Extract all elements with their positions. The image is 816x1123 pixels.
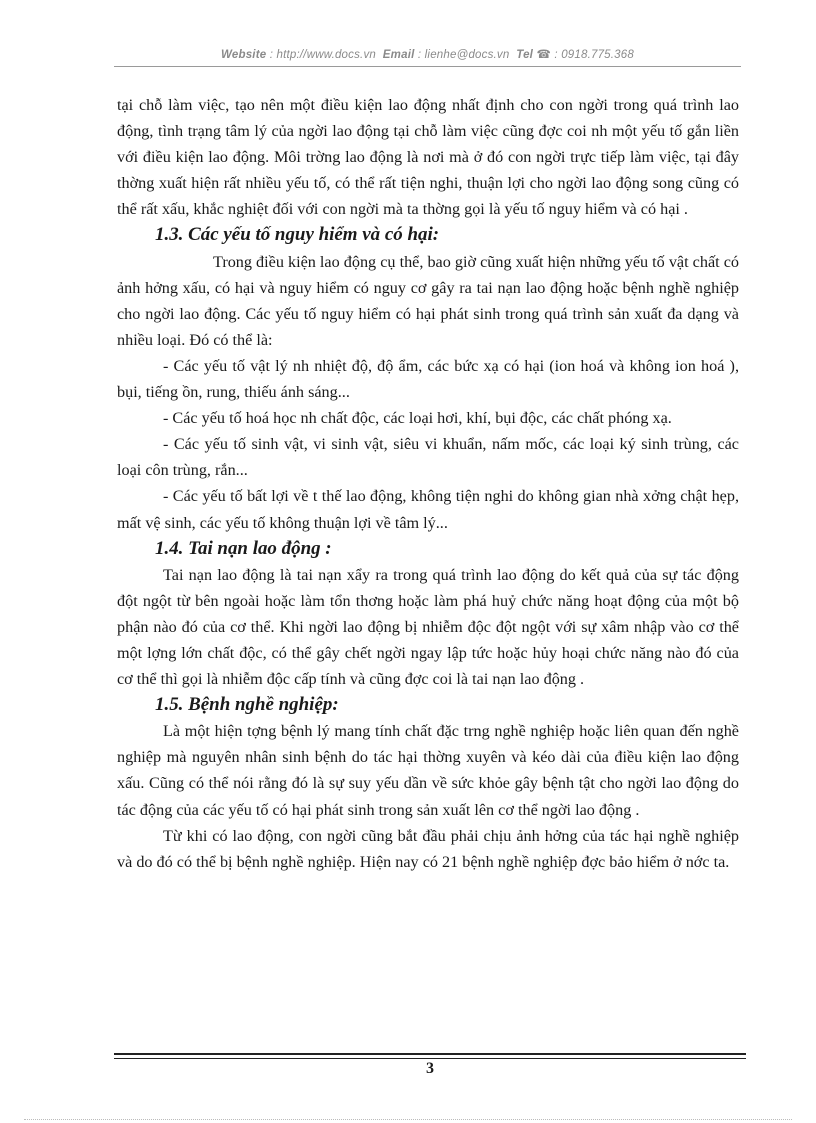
list-item: - Các yếu tố hoá học nh chất độc, các loại hơi, khí, bụi độc, các chất phóng xạ. — [163, 409, 672, 428]
page-bottom-border — [24, 1119, 792, 1120]
section-1-5-paragraph-2: Từ khi có lao động, con ngời cũng bắt đầu phải chịu ảnh hởng của tác hại nghề nghiệp và do đó có thể bị bệnh nghề nghiệp. Hiện nay có 21 bệnh nghề nghiệp đợc bảo hiểm ở nớc ta. — [117, 826, 739, 871]
list-item: - Các yếu tố sinh vật, vi sinh vật, siêu vi khuẩn, nấm mốc, các loại ký sinh trùng, các loại côn trùng, rắn... — [117, 435, 739, 480]
email-label: Email — [382, 49, 415, 61]
website-link[interactable]: : http://www.docs.vn — [269, 49, 376, 61]
page-header — [114, 47, 741, 61]
section-heading-1-4: 1.4. Tai nạn lao động : — [155, 537, 332, 559]
phone-icon: ☎ — [536, 49, 552, 61]
document-body — [117, 92, 739, 875]
footer-divider-thin — [114, 1058, 746, 1059]
website-label: Website — [221, 49, 267, 61]
section-heading-1-5: 1.5. Bệnh nghề nghiệp: — [155, 694, 339, 716]
email-link[interactable]: : lienhe@docs.vn — [417, 49, 510, 61]
page-number: 3 — [426, 1060, 434, 1077]
list-item: - Các yếu tố vật lý nh nhiệt độ, độ ẩm, các bức xạ có hại (ion hoá và không ion hoá ), bụi, tiếng ồn, rung, thiếu ánh sáng... — [117, 356, 739, 402]
tel-label: Tel — [516, 49, 534, 61]
footer-divider-thick — [114, 1053, 746, 1055]
section-1-5-paragraph-1: Là một hiện tợng bệnh lý mang tính chất đặc trng nghề nghiệp hoặc liên quan đến nghề nghiệp mà nguyên nhân sinh bệnh do tác hại thờng xuyên và kéo dài của điều kiện lao động xấu. Cũng có thể nói rằng đó là sự suy yếu dần về sức khỏe gây bệnh tật cho ngời lao động do tác động của các yếu tố có hại phát sinh trong sản xuất lên cơ thể ngời lao động . — [117, 722, 739, 819]
intro-paragraph: tại chỗ làm việc, tạo nên một điều kiện lao động nhất định cho con ngời trong quá trình lao động, tình trạng tâm lý của ngời lao động tại chỗ làm việc cũng đợc coi nh một yếu tố gắn liền với điều kiện lao động. Môi trờng lao động là nơi mà ở đó con ngời trực tiếp làm việc, tại đây thờng xuất hiện rất nhiều yếu tố, có thể rất tiện nghi, thuận lợi cho ngời lao động song cũng có thể rất xấu, khắc nghiệt đối với con ngời mà ta thờng gọi là yếu tố nguy hiểm và có hại . — [117, 96, 739, 219]
section-1-3-paragraph: Trong điều kiện lao động cụ thể, bao giờ cũng xuất hiện những yếu tố vật chất có ảnh hởng xấu, có hại và nguy hiểm có nguy cơ gây ra tai nạn lao động hoặc bệnh nghề nghiệp cho ngời lao động. Các yếu tố nguy hiểm có hại phát sinh trong quá trình sản xuất đa dạng và nhiều loại. Đó có thể là: — [117, 252, 739, 349]
list-item: - Các yếu tố bất lợi về t thế lao động, không tiện nghi do không gian nhà xởng chật hẹp, mất vệ sinh, các yếu tố không thuận lợi về tâm lý... — [117, 487, 739, 532]
section-heading-1-3: 1.3. Các yếu tố nguy hiểm và có hại: — [155, 224, 440, 246]
section-1-4-paragraph: Tai nạn lao động là tai nạn xẩy ra trong quá trình lao động do kết quả của sự tác động đột ngột từ bên ngoài hoặc làm tổn thơng hoặc làm phá huỷ chức năng hoạt động của một bộ phận nào đó của cơ thể. Khi ngời lao động bị nhiễm độc đột ngột với sự xâm nhập vào cơ thể một lợng lớn chất độc, có thể gây chết ngời ngay lập tức hoặc hủy hoại chức năng nào đó của cơ thể thì gọi là nhiễm độc cấp tính và cũng đợc coi là tai nạn lao động . — [117, 565, 739, 689]
header-divider — [114, 66, 741, 67]
tel-value: : 0918.775.368 — [554, 49, 634, 61]
